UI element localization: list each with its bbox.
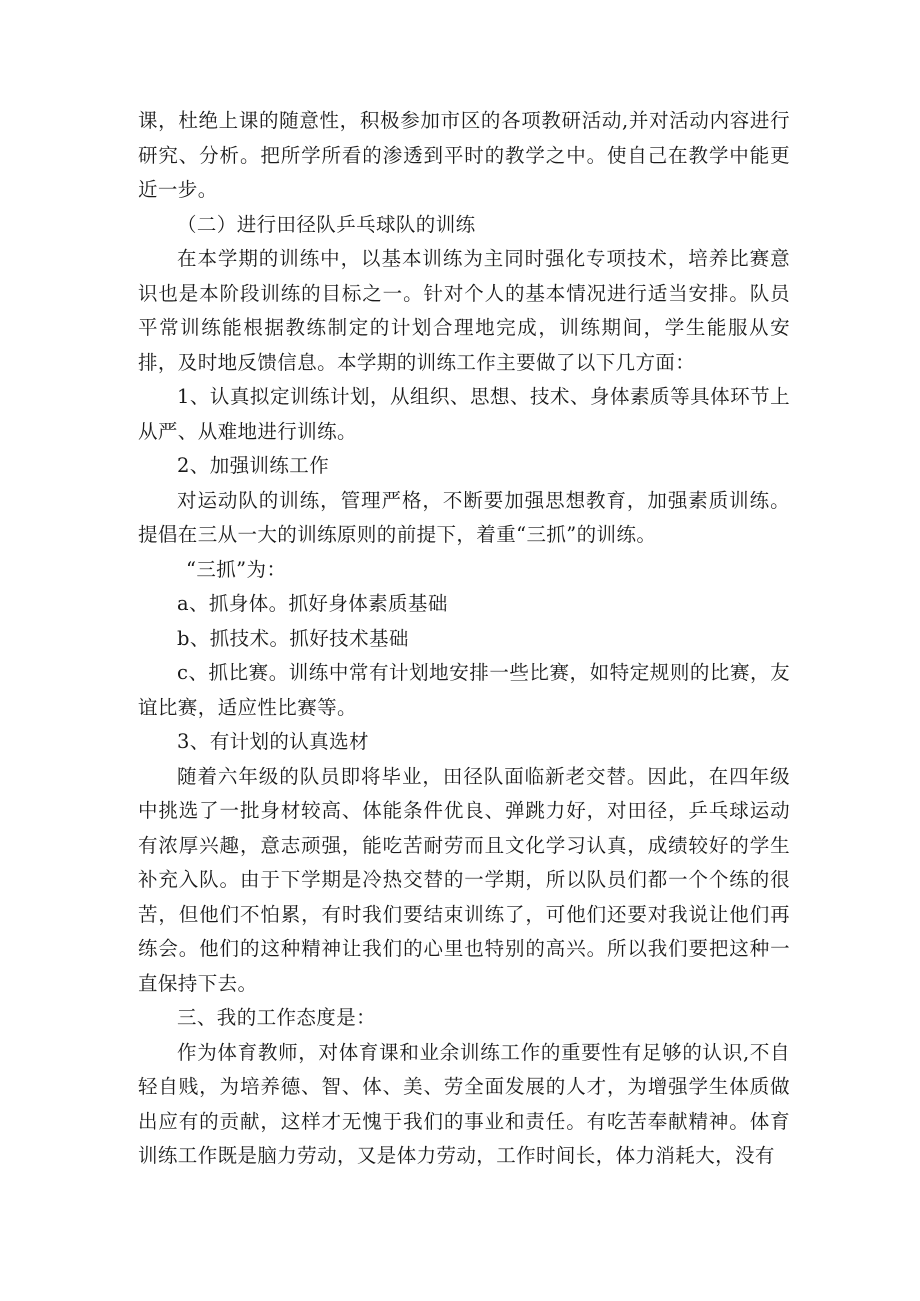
section-heading-training: （二）进行田径队乒乓球队的训练: [177, 212, 476, 236]
paragraph-intro-continuation: 课，杜绝上课的随意性，积极参加市区的各项教研活动,并对活动内容进行研究、分析。把所学所看的渗透到平时的教学之中。使自己在教学中能更近一步。: [138, 109, 790, 201]
paragraph-selection: 随着六年级的队员即将毕业，田径队面临新老交替。因此，在四年级中挑选了一批身材较高、体能条件优良、弹跳力好，对田径，乒乓球运动有浓厚兴趣，意志顽强，能吃苦耐劳而且文化学习认真，成绩较好的学生补充入队。由于下学期是冷热交替的一学期，所以队员们都一个个练的很苦，但他们不怕累，有时我们要结束训练了，可他们还要对我说让他们再练会。他们的这种精神让我们的心里也特别的高兴。所以我们要把这种一直保持下去。: [138, 764, 790, 995]
san-zhua-heading: “三抓”为：: [186, 557, 287, 581]
paragraph-team-management: 对运动队的训练，管理严格，不断要加强思想教育，加强素质训练。提倡在三从一大的训练原则的前提下，着重“三抓”的训练。: [138, 488, 790, 546]
list-item-2: 2、加强训练工作: [177, 454, 330, 477]
list-item-a: a、抓身体。抓好身体素质基础: [177, 592, 448, 615]
paragraph-attitude: 作为体育教师，对体育课和业余训练工作的重要性有足够的认识,不自轻自贱，为培养德、智、体、美、劳全面发展的人才，为增强学生体质做出应有的贡献，这样才无愧于我们的事业和责任。有吃苦奉献精神。体育训练工作既是脑力劳动，又是体力劳动，工作时间长，体力消耗大，没有: [138, 1040, 790, 1167]
list-item-3: 3、有计划的认真选材: [177, 730, 369, 753]
list-item-b: b、抓技术。抓好技术基础: [177, 626, 409, 650]
list-item-c: c、抓比赛。训练中常有计划地安排一些比赛，如特定规则的比赛，友谊比赛，适应性比赛等。: [138, 661, 790, 719]
section-heading-attitude: 三、我的工作态度是：: [177, 1006, 377, 1029]
paragraph-training-overview: 在本学期的训练中，以基本训练为主同时强化专项技术，培养比赛意识也是本阶段训练的目标之一。针对个人的基本情况进行适当安排。队员平常训练能根据教练制定的计划合理地完成，训练期间，学生能服从安排，及时地反馈信息。本学期的训练工作主要做了以下几方面：: [138, 247, 790, 374]
list-item-1: 1、认真拟定训练计划，从组织、思想、技术、身体素质等具体环节上从严、从难地进行训练。: [138, 385, 790, 443]
